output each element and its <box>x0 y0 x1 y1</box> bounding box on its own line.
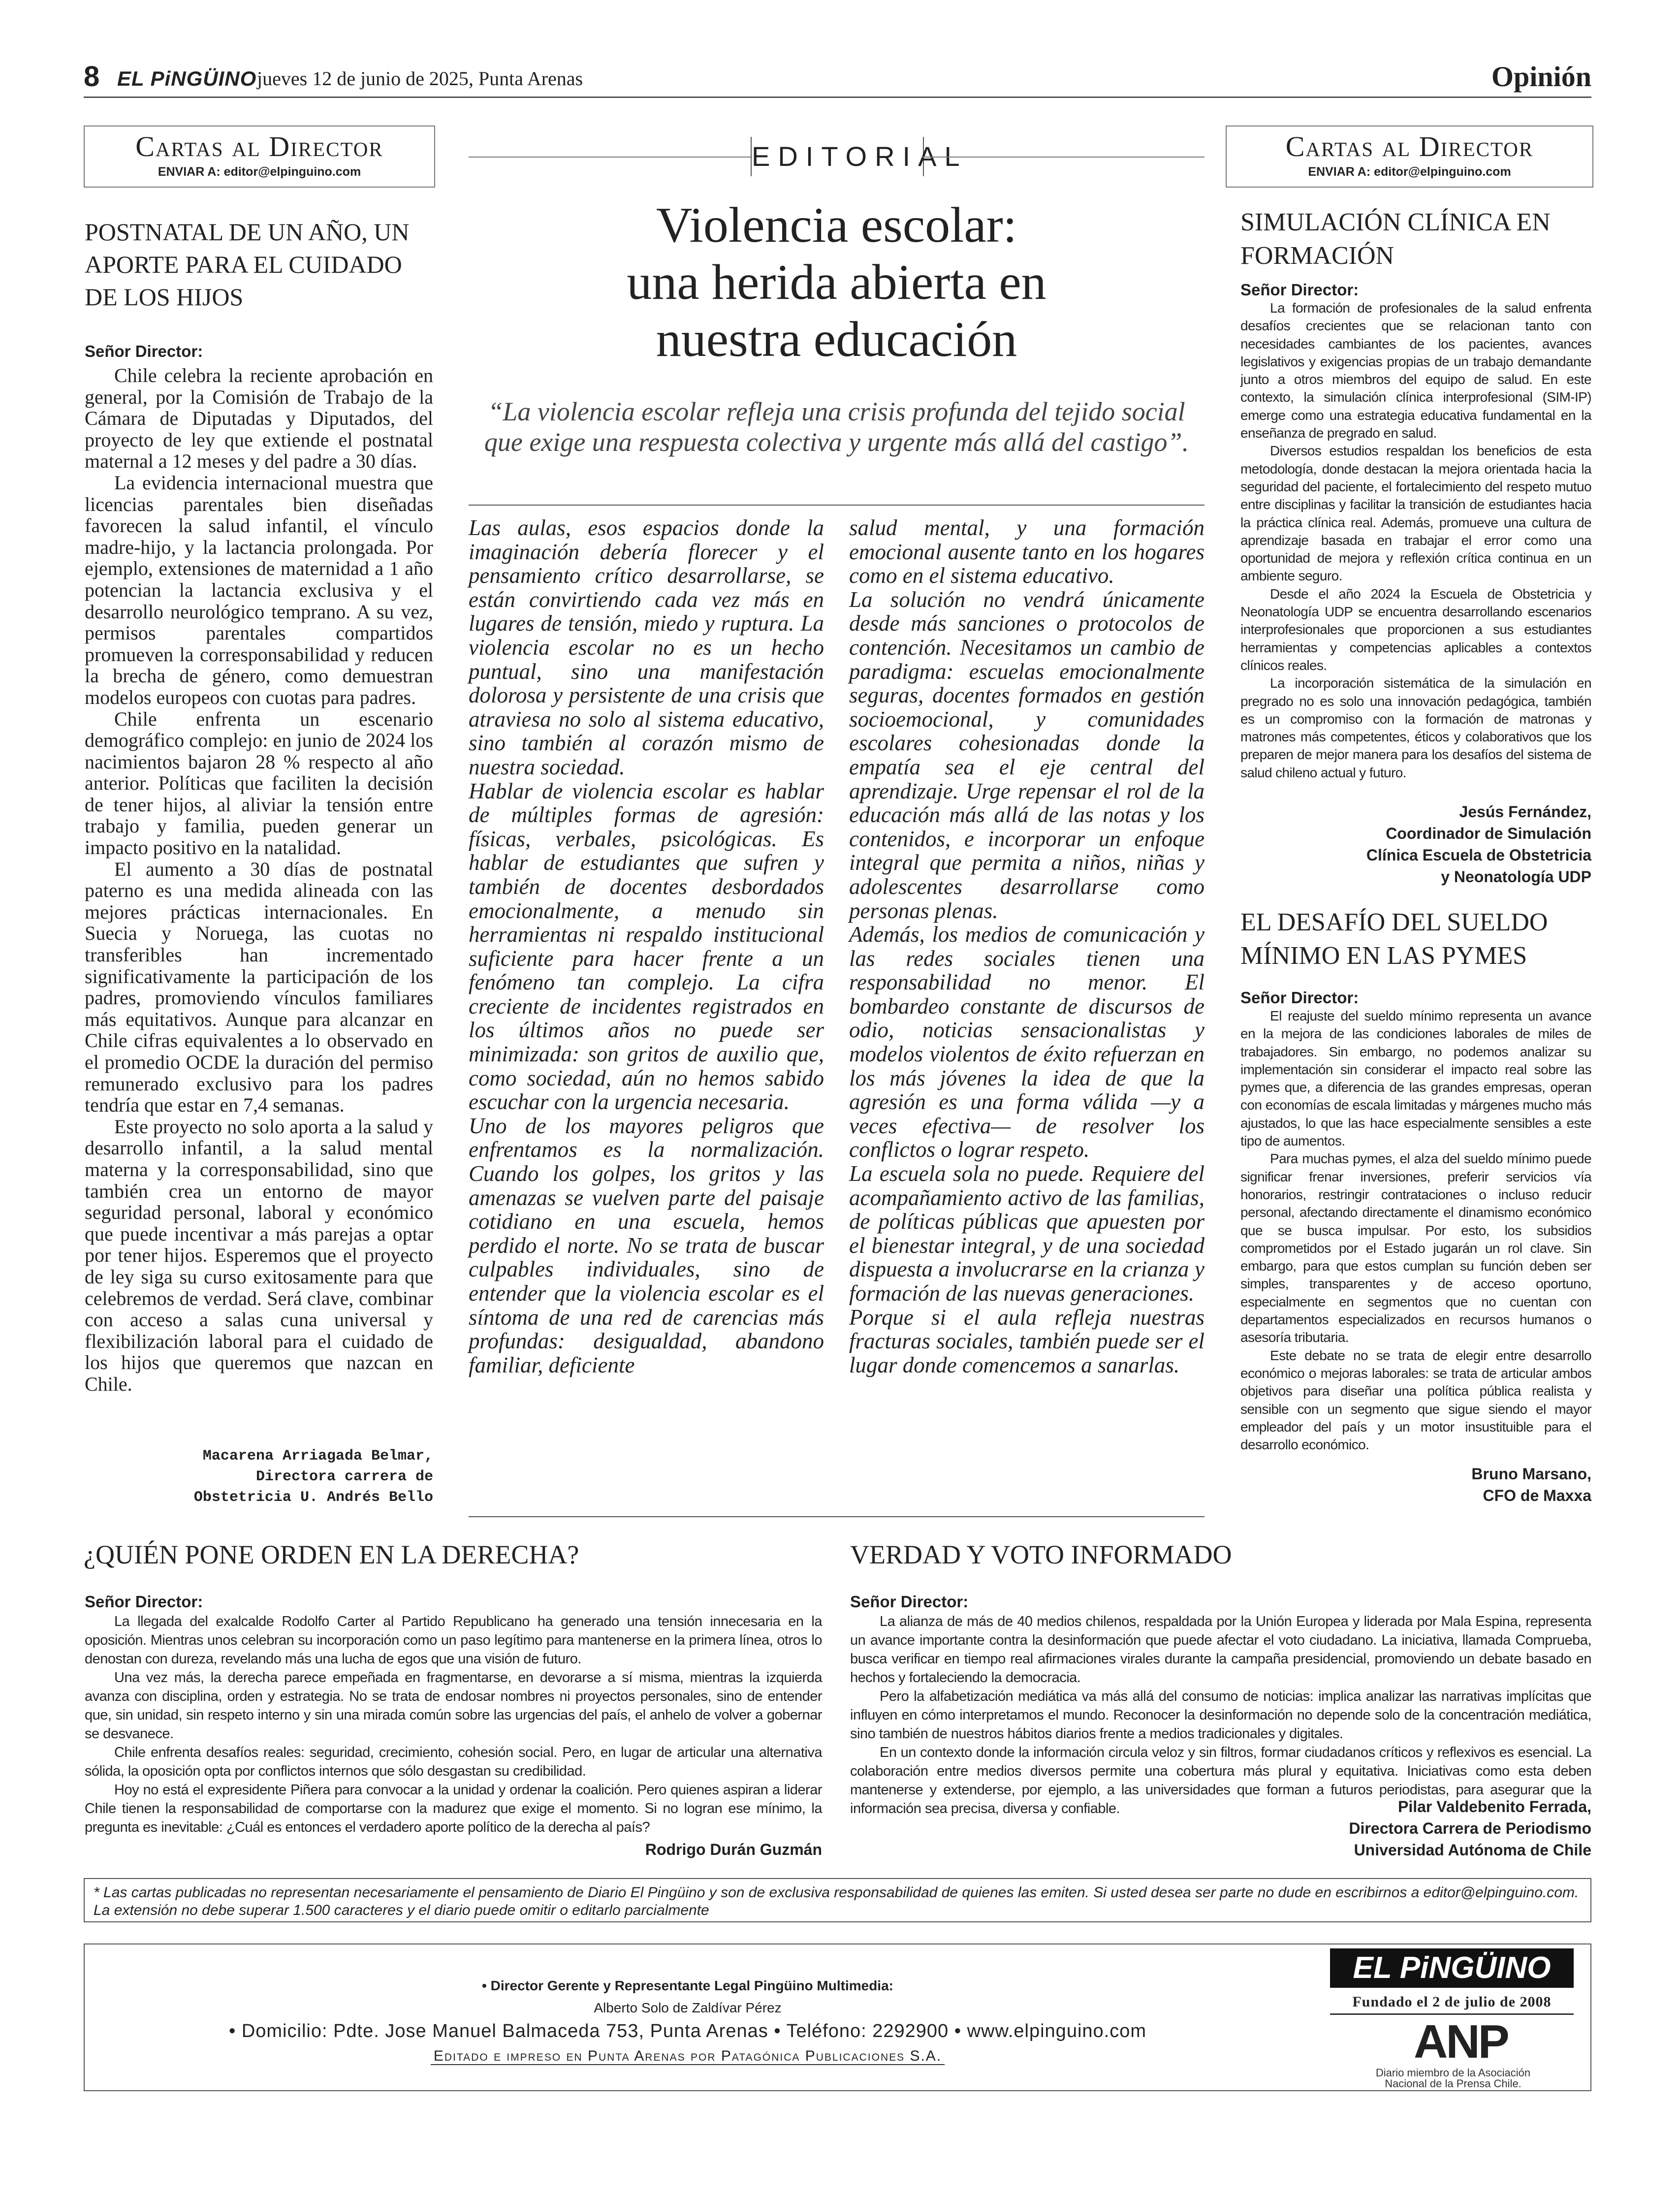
signature-line: Directora Carrera de Periodismo <box>1349 1819 1591 1837</box>
anp-caption-line: Nacional de la Prensa Chile. <box>1385 2077 1522 2090</box>
letter-paragraph: La alianza de más de 40 medios chilenos, respaldada por la Unión Europea y liderada por Mala Espina, representa un avance importante contra la desinformación que puede afectar el voto ciudadano. La iniciativa, llamada Comprueba, busca verificar en tiempo real afirmaciones virales durante la campaña presidencial, promoviendo un debate basado en hechos y fortaleciendo la democracia. <box>850 1614 1591 1686</box>
letter-salutation: Señor Director: <box>1240 988 1359 1007</box>
letter-salutation: Señor Director: <box>850 1593 969 1611</box>
editorial-column-1 <box>469 516 824 1377</box>
anp-caption <box>1355 2068 1552 2089</box>
letter-paragraph: La formación de profesionales de la salud enfrenta desafíos crecientes que se relacionan tanto con necesidades cambiantes de los pacientes, avances legislativos y exigencias propias de un trabajo demandante junto a otros miembros del equipo de salud. En este contexto, la simulación clínica interprofesional (SIM-IP) emerge como una estrategia educativa fundamental en la enseñanza de pregrado en salud. <box>1240 300 1591 441</box>
signature-line: Universidad Autónoma de Chile <box>1354 1841 1591 1859</box>
letter-headline: EL DESAFÍO DEL SUELDO MÍNIMO EN LAS PYMES <box>1240 908 1548 970</box>
letter-body <box>850 1612 1591 1818</box>
signature-line: Obstetricia U. Andrés Bello <box>193 1489 433 1506</box>
letter-paragraph: Diversos estudios respaldan los beneficios de esta metodología, donde destacan la mejora orientada hacia la seguridad del paciente, el fortalecimiento del respeto mutuo entre disciplinas y facilitar la transición de estudiantes hacia la práctica clínica real. Además, promueve una cultura de aprendizaje basada en trabajar el error como una oportunidad de mejora y reflexión crítica continua en un ambiente seguro. <box>1240 443 1591 584</box>
signature-line: Rodrigo Durán Guzmán <box>645 1841 822 1858</box>
letters-box-email: ENVIAR A: editor@elpinguino.com <box>158 165 361 179</box>
editorial-lead: “La violencia escolar refleja una crisis profunda del tejido social que exige una respuesta colectiva y urgente más allá del castigo”. <box>484 397 1189 457</box>
letter-headline: VERDAD Y VOTO INFORMADO <box>850 1540 1232 1569</box>
signature-line: Pilar Valdebenito Ferrada, <box>1397 1798 1591 1816</box>
letter-headline: ¿QUIÉN PONE ORDEN EN LA DERECHA? <box>84 1540 579 1569</box>
signature-line: Jesús Fernández, <box>1459 803 1591 821</box>
signature-line: CFO de Maxxa <box>1483 1487 1591 1504</box>
director-name: Alberto Solo de Zaldívar Pérez <box>594 2000 782 2015</box>
letters-box-right <box>1226 126 1593 188</box>
editorial-divider <box>469 505 1205 506</box>
letter-paragraph: La llegada del exalcalde Rodolfo Carter al Partido Republicano ha generado una tensión innecesaria en la oposición. Mientras unos celebran su incorporación como un paso legítimo para mantenerse en la primera línea, otros lo denostan con dureza, revelando más una lucha de egos que una visión de futuro. <box>85 1614 822 1667</box>
signature-line: Bruno Marsano, <box>1471 1465 1591 1483</box>
letter-paragraph: El reajuste del sueldo mínimo representa un avance en la mejora de las condiciones laborales de miles de trabajadores. Sin embargo, no podemos analizar su implementación sin considerar el impacto real sobre las pymes que, a diferencia de las grandes empresas, operan con economías de escala limitadas y márgenes mucho más ajustados, lo que las hace especialmente sensibles a este tipo de aumentos. <box>1240 1008 1591 1149</box>
editorial-title-line: nuestra educación <box>656 312 1017 367</box>
letter-headline: SIMULACIÓN CLÍNICA EN FORMACIÓN <box>1240 208 1551 270</box>
editorial-paragraph: Las aulas, esos espacios donde la imaginación debería florecer y el pensamiento crítico desarrollarse, se están convirtiendo cada vez más en lugares de tensión, miedo y ruptura. La violencia escolar no es un hecho puntual, sino una manifestación dolorosa y persistente de una crisis que atraviesa no solo al sistema educativo, sino también al corazón mismo de nuestra sociedad. <box>469 515 824 779</box>
founded-date: Fundado el 2 de julio de 2008 <box>1352 1994 1552 2010</box>
letter-signature <box>84 1839 822 1860</box>
letter-paragraph: Chile celebra la reciente aprobación en general, por la Comisión de Trabajo de la Cámara de Diputadas y Diputados, del proyecto de ley que extiende el postnatal maternal a 12 meses y del padre a 30 días. <box>85 364 433 473</box>
editorial-paragraph: Hablar de violencia escolar es hablar de múltiples formas de agresión: físicas, verbales, psicológicas. Es hablar de estudiantes que sufren y también de docentes desbordados emocionalmente, a menudo sin herramientas ni respaldo institucional suficiente para hacer frente a un fenómeno tan complejo. La cifra creciente de incidentes registrados en los últimos años no puede ser minimizada: son gritos de auxilio que, como sociedad, aún no hemos sabido escuchar con la urgencia necesaria. <box>469 778 824 1115</box>
letters-disclaimer: * Las cartas publicadas no representan necesariamente el pensamiento de Diario El Pingüino y son de exclusiva responsabilidad de quienes las emiten. Si usted desea ser parte no dude en escribirnos a editor@elpinguino.com. La extensión no debe superar 1.500 caracteres y el diario puede omitir o editarlo parcialmente <box>84 1878 1591 1922</box>
footer-logo: EL PiNGÜINO <box>1330 1948 1574 1988</box>
editorial-title <box>469 197 1205 368</box>
letter-paragraph: El aumento a 30 días de postnatal paterno es una medida alineada con las mejores prácticas internacionales. En Suecia y Noruega, las cuotas no transferibles han incrementado significativamente la participación de los padres, promoviendo vínculos familiares más equitativos. Aunque para alcanzar en Chile cifras equivalentes a lo observado en el promedio OCDE la duración del permiso remunerado exclusivo para los padres tendría que estar en 7,4 semanas. <box>85 858 433 1116</box>
signature-line: Directora carrera de <box>255 1468 433 1485</box>
editorial-paragraph: Uno de los mayores peligros que enfrentamos es la normalización. Cuando los golpes, los gritos y las amenazas se vuelven parte del paisaje cotidiano en una escuela, hemos perdido el norte. No se trata de buscar culpables individuales, sino de entender que la violencia escolar es el síntoma de una red de carencias más profundas: desigualdad, abandono familiar, deficiente <box>469 1113 824 1377</box>
signature-line: Clínica Escuela de Obstetricia <box>1366 846 1591 864</box>
letter-body <box>85 1612 822 1837</box>
section-name: Opinión <box>1491 61 1591 93</box>
editorial-rule <box>922 157 1205 158</box>
editorial-paragraph: Porque si el aula refleja nuestras fracturas sociales, también puede ser el lugar donde comencemos a sanarlas. <box>849 1305 1205 1377</box>
letter-paragraph: Pero la alfabetización mediática va más allá del consumo de noticias: implica analizar las narrativas implícitas que influyen en cómo interpretamos el mundo. Reconocer la desinformación no depende solo de la concentración mediática, sino también de nuestros hábitos diarios frente a medios tradicionales y digitales. <box>850 1688 1591 1742</box>
director-label: • Director Gerente y Representante Legal Pingüino Multimedia: <box>482 1978 893 1993</box>
dateline: jueves 12 de junio de 2025, Punta Arenas <box>257 67 583 90</box>
letters-box-email: ENVIAR A: editor@elpinguino.com <box>1308 165 1511 179</box>
anp-caption-line: Diario miembro de la Asociación <box>1375 2067 1531 2079</box>
printed-by-text: Editado e impreso en Punta Arenas por Patagónica Publicaciones S.A. <box>431 2048 945 2065</box>
signature-line: y Neonatología UDP <box>1441 868 1591 886</box>
footer-logo-rule <box>1330 2013 1574 2015</box>
page-number: 8 <box>84 61 100 93</box>
printed-by <box>85 2048 1291 2065</box>
letters-box-title: Cartas al Director <box>1285 130 1534 162</box>
editorial-paragraph: La solución no vendrá únicamente desde más sanciones o protocolos de contención. Necesitamos un cambio de paradigma: escuelas emocionalmente seguras, docentes formados en gestión socioemocional, y comunidades escolares cohesionadas donde la empatía sea el eje central del aprendizaje. Urge repensar el rol de la educación más allá de las notas y los contenidos, e incorporar un enfoque integral que permita a niños, niñas y adolescentes desarrollarse como personas plenas. <box>849 587 1205 923</box>
letter-signature <box>1226 1463 1591 1506</box>
letter-body <box>1240 299 1591 782</box>
editorial-paragraph: La escuela sola no puede. Requiere del acompañamiento activo de las familias, de políticas públicas que apuesten por el bienestar integral, y de una sociedad dispuesta a involucrarse en la crianza y formación de las nuevas generaciones. <box>849 1161 1205 1306</box>
editorial-rule <box>469 157 751 158</box>
publication-footer <box>84 1943 1591 2091</box>
letter-paragraph: Desde el año 2024 la Escuela de Obstetricia y Neonatología UDP se encuentra desarrollando escenarios interprofesionales que proporcionen a sus estudiantes herramientas y competencias aplicables a contextos clínicos reales. <box>1240 586 1591 673</box>
letter-paragraph: En un contexto donde la información circula veloz y sin filtros, formar ciudadanos críticos y reflexivos es esencial. La colaboración entre medios diversos permite una cobertura más plural y equitativa. Iniciativas como esta deben mantenerse y extenderse, por ejemplo, a las universidades que forman a futuros periodistas, para asegurar que la información sea precisa, diversa y confiable. <box>850 1745 1591 1816</box>
letter-signature <box>84 1446 433 1508</box>
editorial-column-2 <box>849 516 1205 1377</box>
masthead-logo: EL PiNGÜINO <box>117 67 257 90</box>
signature-line: Coordinador de Simulación <box>1386 825 1591 842</box>
letters-box-left <box>84 126 435 188</box>
anp-logo: ANP <box>1414 2015 1508 2068</box>
letter-signature <box>850 1796 1591 1861</box>
letter-salutation: Señor Director: <box>1240 281 1359 299</box>
letter-headline: POSTNATAL DE UN AÑO, UN APORTE PARA EL CUIDADO DE LOS HIJOS <box>85 218 410 311</box>
signature-line: Macarena Arriagada Belmar, <box>202 1448 433 1465</box>
header-divider <box>84 96 1591 98</box>
letter-paragraph: Este proyecto no solo aporta a la salud y desarrollo infantil, a la salud mental materna y la corresponsabilidad, sino que también crea un entorno de mayor seguridad personal, laboral y económico que puede incentivar a más parejas a optar por tener hijos. Esperemos que el proyecto de ley siga su curso exitosamente para que celebremos de verdad. Será clave, combinar con acceso a salas cuna universal y flexibilización laboral para el cuidado de los hijos que queremos que nazcan en Chile. <box>85 1115 433 1395</box>
editorial-title-line: Violencia escolar: <box>656 197 1017 253</box>
letter-paragraph: Hoy no está el expresidente Piñera para convocar a la unidad y ordenar la coalición. Pero quienes aspiran a liderar Chile tienen la responsabilidad de comportarse con la madurez que exige el momento. Si no logran ese mínimo, la pregunta es inevitable: ¿Cuál es entonces el verdadero aporte político de la derecha al país? <box>85 1782 822 1835</box>
editorial-title-line: una herida abierta en <box>627 255 1046 310</box>
letters-box-title: Cartas al Director <box>135 130 383 162</box>
letter-salutation: Señor Director: <box>85 1593 203 1611</box>
letter-signature <box>1226 801 1591 888</box>
contact-line: • Domicilio: Pdte. Jose Manuel Balmaceda 753, Punta Arenas • Teléfono: 2292900 • www.elpinguino.com <box>228 2021 1147 2041</box>
letter-paragraph: Chile enfrenta desafíos reales: seguridad, crecimiento, cohesión social. Pero, en lugar de articular una alternativa sólida, la oposición opta por conflictos internos que sólo desgastan su credibilidad. <box>85 1745 822 1779</box>
letter-paragraph: Para muchas pymes, el alza del sueldo mínimo puede significar frenar inversiones, preferir servicios vía honorarios, restringir contrataciones o incluso reducir personal, afectando directamente el dinamismo económico que se busca impulsar. Por esto, los subsidios comprometidos por el Estado jugarán un rol clave. Sin embargo, para que estos cumplan su función deben ser simples, transparentes y de acceso oportuno, especialmente en segmentos que no cuentan con departamentos especializados en recursos humanos o asesoría tributaria. <box>1240 1151 1591 1345</box>
letter-paragraph: La evidencia internacional muestra que licencias parentales bien diseñadas favorecen la salud infantil, el vínculo madre-hijo, y la lactancia prolongada. Por ejemplo, extensiones de maternidad a 1 año potencian la lactancia exclusiva y el desarrollo neurológico temprano. A su vez, permisos parentales compartidos promueven la corresponsabilidad y reducen la brecha de género, como demuestran modelos europeos con cuotas para padres. <box>85 471 433 708</box>
editorial-bottom-rule <box>469 1516 1205 1517</box>
letter-body <box>85 365 433 1395</box>
letter-salutation: Señor Director: <box>85 342 203 360</box>
page-header <box>84 63 1591 97</box>
letter-paragraph: Una vez más, la derecha parece empeñada en fragmentarse, en devorarse a sí misma, mientras la izquierda avanza con disciplina, orden y estrategia. No se trata de endosar nombres ni proyectos personales, sino de entender que, sin unidad, sin respeto interno y sin una mirada común sobre las urgencias del país, el anhelo de volver a gobernar se desvanece. <box>85 1670 822 1742</box>
editorial-paragraph: salud mental, y una formación emocional ausente tanto en los hogares como en el sistema educativo. <box>849 515 1205 588</box>
letter-paragraph: La incorporación sistemática de la simulación en pregrado no es solo una innovación pedagógica, también es un compromiso con la formación de matronas y matrones más competentes, éticos y colaborativos que los preparen de mejor manera para los desafíos del sistema de salud chileno actual y futuro. <box>1240 675 1591 780</box>
letter-body <box>1240 1007 1591 1454</box>
editorial-paragraph: Además, los medios de comunicación y las redes sociales tienen una responsabilidad no menor. El bombardeo constante de discursos de odio, noticias sensacionalistas y modelos violentos de éxito refuerzan en los más jóvenes la idea de que la agresión es una forma válida —y a veces efectiva— de resolver los conflictos o lograr respeto. <box>849 922 1205 1162</box>
editorial-label: EDITORIAL <box>751 137 924 176</box>
letter-paragraph: Chile enfrenta un escenario demográfico complejo: en junio de 2024 los nacimientos bajaron 28 % respecto al año anterior. Políticas que faciliten la decisión de tener hijos, al aliviar la tensión entre trabajo y familia, pueden generar un impacto positivo en la natalidad. <box>85 707 433 859</box>
letter-paragraph: Este debate no se trata de elegir entre desarrollo económico o mejoras laborales: se trata de articular ambos objetivos para diseñar una política pública realista y sensible con un segmento que sigue siendo el mayor empleador del país y un motor insustituible para el desarrollo económico. <box>1240 1347 1591 1453</box>
